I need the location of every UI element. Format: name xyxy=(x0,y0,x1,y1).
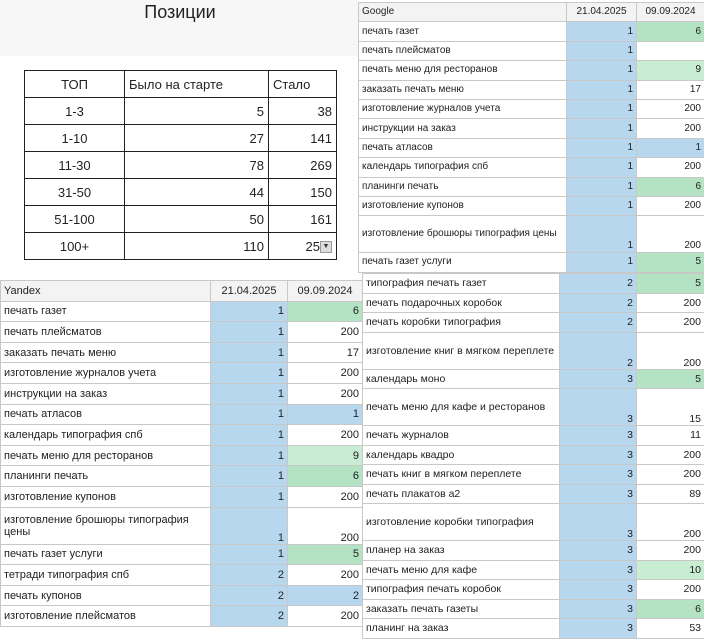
google-cont-position-2024-cell[interactable]: 53 xyxy=(637,619,704,639)
positions-cell-value: 1-10 xyxy=(61,131,87,146)
google-row xyxy=(359,41,704,60)
yandex-header-cell[interactable]: 21.04.2025 xyxy=(211,281,288,302)
positions-cell-value: 1-3 xyxy=(65,104,84,119)
yandex-position-2024-cell[interactable]: 200 xyxy=(288,507,363,544)
google-keyword-cell[interactable]: печать газет услуги xyxy=(359,253,567,272)
google-row xyxy=(359,119,704,138)
google-cont-row xyxy=(363,369,704,389)
positions-cell[interactable] xyxy=(269,125,337,152)
yandex-keyword-cell[interactable]: изготовление журналов учета xyxy=(1,363,211,384)
google-keyword-cell[interactable]: инструкции на заказ xyxy=(359,119,567,138)
google-cont-keyword-cell[interactable]: печать журналов xyxy=(363,426,560,446)
positions-cell-value: 44 xyxy=(250,185,264,200)
google-position-2025-cell[interactable]: 1 xyxy=(567,99,637,118)
yandex-row xyxy=(1,466,363,487)
positions-row xyxy=(25,206,337,233)
yandex-position-2025-cell[interactable]: 1 xyxy=(211,363,288,384)
google-cont-row xyxy=(363,313,704,333)
positions-cell[interactable] xyxy=(269,152,337,179)
google-cont-position-2024-cell[interactable]: 200 xyxy=(637,465,704,485)
yandex-row xyxy=(1,445,363,466)
google-keyword-cell[interactable]: изготовление брошюры типография цены xyxy=(359,216,567,253)
google-cont-position-2025-cell[interactable]: 3 xyxy=(560,465,637,485)
yandex-row xyxy=(1,486,363,507)
google-row xyxy=(359,22,704,41)
google-cont-position-2024-cell[interactable]: 11 xyxy=(637,426,704,446)
google-cont-keyword-cell[interactable]: планинг на заказ xyxy=(363,619,560,639)
yandex-keyword-cell[interactable]: печать плейсматов xyxy=(1,322,211,343)
google-cont-row xyxy=(363,484,704,504)
positions-cell[interactable] xyxy=(269,98,337,125)
yandex-row xyxy=(1,544,363,565)
google-position-2024-cell[interactable]: 17 xyxy=(637,80,704,99)
google-keyword-cell[interactable]: печать атласов xyxy=(359,138,567,157)
yandex-position-2025-cell[interactable]: 1 xyxy=(211,507,288,544)
yandex-position-2025-cell[interactable]: 2 xyxy=(211,585,288,606)
yandex-position-2025-cell[interactable]: 1 xyxy=(211,486,288,507)
google-cont-keyword-cell[interactable]: изготовление коробки типография xyxy=(363,504,560,541)
google-position-2024-cell[interactable]: 1 xyxy=(637,138,704,157)
positions-row xyxy=(25,125,337,152)
google-cont-position-2025-cell[interactable]: 3 xyxy=(560,484,637,504)
yandex-keyword-cell[interactable]: изготовление брошюры типография цены xyxy=(1,507,211,544)
google-cont-keyword-cell[interactable]: календарь квадро xyxy=(363,445,560,465)
google-header-cell[interactable]: Google xyxy=(359,3,567,22)
google-position-2025-cell[interactable]: 1 xyxy=(567,196,637,215)
positions-cell[interactable] xyxy=(125,125,269,152)
positions-header-row xyxy=(25,71,337,98)
positions-cell[interactable] xyxy=(269,206,337,233)
positions-cell-value: 51-100 xyxy=(54,212,94,227)
yandex-row xyxy=(1,425,363,446)
yandex-position-2025-cell[interactable]: 1 xyxy=(211,383,288,404)
yandex-keyword-cell[interactable]: печать атласов xyxy=(1,404,211,425)
positions-table-wrap xyxy=(24,70,336,260)
google-table xyxy=(358,2,704,273)
yandex-keyword-cell[interactable]: тетради типография спб xyxy=(1,565,211,586)
google-position-2024-cell[interactable]: 200 xyxy=(637,158,704,177)
google-keyword-cell[interactable]: печать газет xyxy=(359,22,567,41)
google-position-2025-cell[interactable]: 1 xyxy=(567,22,637,41)
google-cont-keyword-cell[interactable]: печать меню для кафе xyxy=(363,560,560,580)
google-position-2024-cell[interactable]: 9 xyxy=(637,61,704,80)
google-cont-position-2025-cell[interactable]: 3 xyxy=(560,389,637,426)
google-header-cell[interactable]: 21.04.2025 xyxy=(567,3,637,22)
positions-cell[interactable] xyxy=(25,206,125,233)
google-cont-row xyxy=(363,445,704,465)
yandex-keyword-cell[interactable]: печать газет услуги xyxy=(1,544,211,565)
positions-cell[interactable] xyxy=(25,98,125,125)
google-cont-position-2024-cell[interactable]: 10 xyxy=(637,560,704,580)
positions-cell-value: 27 xyxy=(250,131,264,146)
yandex-position-2025-cell[interactable]: 1 xyxy=(211,425,288,446)
positions-cell-value: 5 xyxy=(257,104,264,119)
yandex-position-2025-cell[interactable]: 1 xyxy=(211,466,288,487)
google-cont-row xyxy=(363,504,704,541)
google-position-2025-cell[interactable]: 1 xyxy=(567,119,637,138)
google-cont-position-2025-cell[interactable]: 2 xyxy=(560,313,637,333)
yandex-position-2024-cell[interactable]: 1 xyxy=(288,404,363,425)
google-row xyxy=(359,253,704,272)
positions-cell-value: 25 xyxy=(306,239,320,254)
google-cont-position-2025-cell[interactable]: 3 xyxy=(560,541,637,561)
positions-cell[interactable] xyxy=(25,179,125,206)
yandex-header-cell[interactable]: 09.09.2024 xyxy=(288,281,363,302)
positions-cell[interactable] xyxy=(25,125,125,152)
google-cont-position-2024-cell[interactable]: 200 xyxy=(637,445,704,465)
yandex-position-2025-cell[interactable]: 1 xyxy=(211,301,288,322)
positions-row xyxy=(25,98,337,125)
yandex-position-2024-cell[interactable]: 9 xyxy=(288,445,363,466)
positions-cell[interactable] xyxy=(125,233,269,260)
google-keyword-cell[interactable]: заказать печать меню xyxy=(359,80,567,99)
yandex-position-2024-cell[interactable]: 200 xyxy=(288,383,363,404)
google-cont-keyword-cell[interactable]: печать книг в мягком переплете xyxy=(363,465,560,485)
positions-row xyxy=(25,152,337,179)
yandex-position-2024-cell[interactable]: 200 xyxy=(288,565,363,586)
yandex-keyword-cell[interactable]: печать газет xyxy=(1,301,211,322)
yandex-row xyxy=(1,383,363,404)
google-cont-position-2024-cell[interactable]: 200 xyxy=(637,313,704,333)
positions-cell-value: 31-50 xyxy=(58,185,91,200)
google-cont-position-2025-cell[interactable]: 3 xyxy=(560,619,637,639)
positions-table xyxy=(24,70,337,260)
google-keyword-cell[interactable]: изготовление журналов учета xyxy=(359,99,567,118)
google-cont-row xyxy=(363,465,704,485)
yandex-position-2025-cell[interactable]: 1 xyxy=(211,445,288,466)
google-cont-position-2024-cell[interactable]: 200 xyxy=(637,293,704,313)
google-cont-row xyxy=(363,389,704,426)
yandex-position-2025-cell[interactable]: 2 xyxy=(211,565,288,586)
positions-header-cell: Было на старте xyxy=(125,71,269,98)
positions-cell-value: 161 xyxy=(310,212,332,227)
google-row xyxy=(359,177,704,196)
google-header-cell[interactable]: 09.09.2024 xyxy=(637,3,704,22)
google-cont-keyword-cell[interactable]: изготовление книг в мягком переплете xyxy=(363,332,560,369)
google-cont-table xyxy=(362,273,704,639)
yandex-keyword-cell[interactable]: изготовление плейсматов xyxy=(1,606,211,627)
google-cont-keyword-cell[interactable]: печать подарочных коробок xyxy=(363,293,560,313)
google-cont-position-2024-cell[interactable]: 5 xyxy=(637,369,704,389)
positions-header-cell: Стало xyxy=(269,71,337,98)
google-cont-row xyxy=(363,426,704,446)
google-position-2025-cell[interactable]: 1 xyxy=(567,138,637,157)
yandex-row xyxy=(1,363,363,384)
positions-cell[interactable] xyxy=(125,152,269,179)
google-cont-keyword-cell[interactable]: типография печать газет xyxy=(363,274,560,294)
google-position-2024-cell[interactable]: 200 xyxy=(637,196,704,215)
google-cont-position-2024-cell[interactable]: 89 xyxy=(637,484,704,504)
yandex-header-cell[interactable]: Yandex xyxy=(1,281,211,302)
google-cont-position-2024-cell[interactable]: 200 xyxy=(637,580,704,600)
yandex-header-row xyxy=(1,281,363,302)
positions-cell[interactable] xyxy=(25,152,125,179)
google-cont-position-2024-cell[interactable]: 15 xyxy=(637,389,704,426)
yandex-row xyxy=(1,404,363,425)
google-cont-position-2025-cell[interactable]: 3 xyxy=(560,445,637,465)
google-position-2024-cell[interactable]: 6 xyxy=(637,177,704,196)
google-cont-row xyxy=(363,580,704,600)
google-position-2025-cell[interactable]: 1 xyxy=(567,61,637,80)
google-position-2024-cell[interactable]: 200 xyxy=(637,119,704,138)
dropdown-arrow-icon[interactable]: ▼ xyxy=(320,241,332,253)
google-cont-position-2024-cell[interactable]: 200 xyxy=(637,504,704,541)
google-keyword-cell[interactable]: календарь типография спб xyxy=(359,158,567,177)
google-keyword-cell[interactable]: изготовление купонов xyxy=(359,196,567,215)
google-cont-position-2024-cell[interactable]: 200 xyxy=(637,541,704,561)
positions-cell[interactable] xyxy=(125,206,269,233)
google-cont-row xyxy=(363,293,704,313)
positions-cell-value: 50 xyxy=(250,212,264,227)
yandex-position-2024-cell[interactable]: 200 xyxy=(288,363,363,384)
google-cont-position-2025-cell[interactable]: 2 xyxy=(560,293,637,313)
google-cont-position-2025-cell[interactable]: 3 xyxy=(560,426,637,446)
positions-cell[interactable] xyxy=(269,233,337,260)
google-position-2025-cell[interactable]: 1 xyxy=(567,80,637,99)
google-row xyxy=(359,158,704,177)
positions-cell-value: 269 xyxy=(310,158,332,173)
google-cont-keyword-cell[interactable]: планер на заказ xyxy=(363,541,560,561)
google-cont-position-2024-cell[interactable]: 200 xyxy=(637,332,704,369)
yandex-keyword-cell[interactable]: инструкции на заказ xyxy=(1,383,211,404)
yandex-position-2024-cell[interactable]: 6 xyxy=(288,301,363,322)
positions-row xyxy=(25,179,337,206)
google-cont-position-2024-cell[interactable]: 6 xyxy=(637,599,704,619)
yandex-position-2024-cell[interactable]: 5 xyxy=(288,544,363,565)
google-cont-keyword-cell[interactable]: печать плакатов а2 xyxy=(363,484,560,504)
yandex-position-2024-cell[interactable]: 200 xyxy=(288,606,363,627)
positions-cell-value: 38 xyxy=(318,104,332,119)
google-position-2024-cell[interactable]: 6 xyxy=(637,22,704,41)
google-cont-position-2025-cell[interactable]: 2 xyxy=(560,274,637,294)
google-row xyxy=(359,80,704,99)
google-position-2025-cell[interactable]: 1 xyxy=(567,216,637,253)
positions-cell[interactable] xyxy=(125,98,269,125)
yandex-position-2024-cell[interactable]: 6 xyxy=(288,466,363,487)
yandex-keyword-cell[interactable]: печать купонов xyxy=(1,585,211,606)
yandex-position-2024-cell[interactable]: 200 xyxy=(288,322,363,343)
google-cont-keyword-cell[interactable]: календарь моно xyxy=(363,369,560,389)
google-cont-position-2024-cell[interactable]: 5 xyxy=(637,274,704,294)
google-keyword-cell[interactable]: печать меню для ресторанов xyxy=(359,61,567,80)
yandex-keyword-cell[interactable]: календарь типография спб xyxy=(1,425,211,446)
google-row xyxy=(359,99,704,118)
yandex-position-2024-cell[interactable]: 200 xyxy=(288,486,363,507)
google-cont-keyword-cell[interactable]: печать коробки типография xyxy=(363,313,560,333)
yandex-row xyxy=(1,322,363,343)
google-cont-row xyxy=(363,560,704,580)
google-row xyxy=(359,138,704,157)
yandex-position-2025-cell[interactable]: 1 xyxy=(211,404,288,425)
google-cont-position-2025-cell[interactable]: 3 xyxy=(560,369,637,389)
yandex-row xyxy=(1,606,363,627)
yandex-row xyxy=(1,301,363,322)
google-position-2024-cell[interactable] xyxy=(637,41,704,60)
positions-row xyxy=(25,233,337,260)
yandex-keyword-cell[interactable]: изготовление купонов xyxy=(1,486,211,507)
yandex-position-2024-cell[interactable]: 200 xyxy=(288,425,363,446)
google-cont-keyword-cell[interactable]: типография печать коробок xyxy=(363,580,560,600)
google-keyword-cell[interactable]: планинги печать xyxy=(359,177,567,196)
google-position-2025-cell[interactable]: 1 xyxy=(567,177,637,196)
yandex-table-panel xyxy=(0,280,362,627)
google-keyword-cell[interactable]: печать плейсматов xyxy=(359,41,567,60)
google-cont-position-2025-cell[interactable]: 3 xyxy=(560,599,637,619)
yandex-keyword-cell[interactable]: заказать печать меню xyxy=(1,342,211,363)
google-table-panel xyxy=(358,2,704,273)
google-cont-keyword-cell[interactable]: заказать печать газеты xyxy=(363,599,560,619)
positions-title-panel xyxy=(0,0,358,56)
yandex-table xyxy=(0,280,363,627)
google-cont-row xyxy=(363,541,704,561)
yandex-keyword-cell[interactable]: печать меню для ресторанов xyxy=(1,445,211,466)
google-cont-row xyxy=(363,332,704,369)
google-row xyxy=(359,196,704,215)
yandex-position-2024-cell[interactable]: 17 xyxy=(288,342,363,363)
yandex-keyword-cell[interactable]: планинги печать xyxy=(1,466,211,487)
google-cont-keyword-cell[interactable]: печать меню для кафе и ресторанов xyxy=(363,389,560,426)
google-cont-row xyxy=(363,619,704,639)
google-row xyxy=(359,61,704,80)
positions-cell-value: 78 xyxy=(250,158,264,173)
positions-cell-value: 141 xyxy=(310,131,332,146)
google-position-2024-cell[interactable]: 200 xyxy=(637,216,704,253)
yandex-position-2025-cell[interactable]: 1 xyxy=(211,544,288,565)
google-cont-position-2025-cell[interactable]: 3 xyxy=(560,580,637,600)
google-cont-row xyxy=(363,274,704,294)
google-position-2025-cell[interactable]: 1 xyxy=(567,41,637,60)
positions-title: Позиции xyxy=(100,2,260,23)
google-cont-row xyxy=(363,599,704,619)
yandex-row xyxy=(1,342,363,363)
positions-cell-value: 110 xyxy=(243,239,264,254)
yandex-row xyxy=(1,507,363,544)
google-position-2025-cell[interactable]: 1 xyxy=(567,158,637,177)
google-header-row xyxy=(359,3,704,22)
google-cont-position-2025-cell[interactable]: 3 xyxy=(560,560,637,580)
positions-cell-value: 150 xyxy=(310,185,332,200)
google-position-2025-cell[interactable]: 1 xyxy=(567,253,637,272)
google-cont-table-panel xyxy=(362,273,704,639)
google-position-2024-cell[interactable]: 200 xyxy=(637,99,704,118)
google-cont-position-2025-cell[interactable]: 3 xyxy=(560,504,637,541)
yandex-row xyxy=(1,585,363,606)
yandex-position-2025-cell[interactable]: 1 xyxy=(211,322,288,343)
positions-header-cell: ТОП xyxy=(25,71,125,98)
positions-cell-value: 11-30 xyxy=(58,158,90,173)
positions-cell[interactable] xyxy=(25,233,125,260)
positions-cell[interactable] xyxy=(125,179,269,206)
yandex-row xyxy=(1,565,363,586)
yandex-position-2025-cell[interactable]: 1 xyxy=(211,342,288,363)
positions-cell[interactable] xyxy=(269,179,337,206)
yandex-position-2024-cell[interactable]: 2 xyxy=(288,585,363,606)
google-cont-position-2025-cell[interactable]: 2 xyxy=(560,332,637,369)
positions-cell-value: 100+ xyxy=(60,239,89,254)
google-position-2024-cell[interactable]: 5 xyxy=(637,253,704,272)
yandex-position-2025-cell[interactable]: 2 xyxy=(211,606,288,627)
google-row xyxy=(359,216,704,253)
